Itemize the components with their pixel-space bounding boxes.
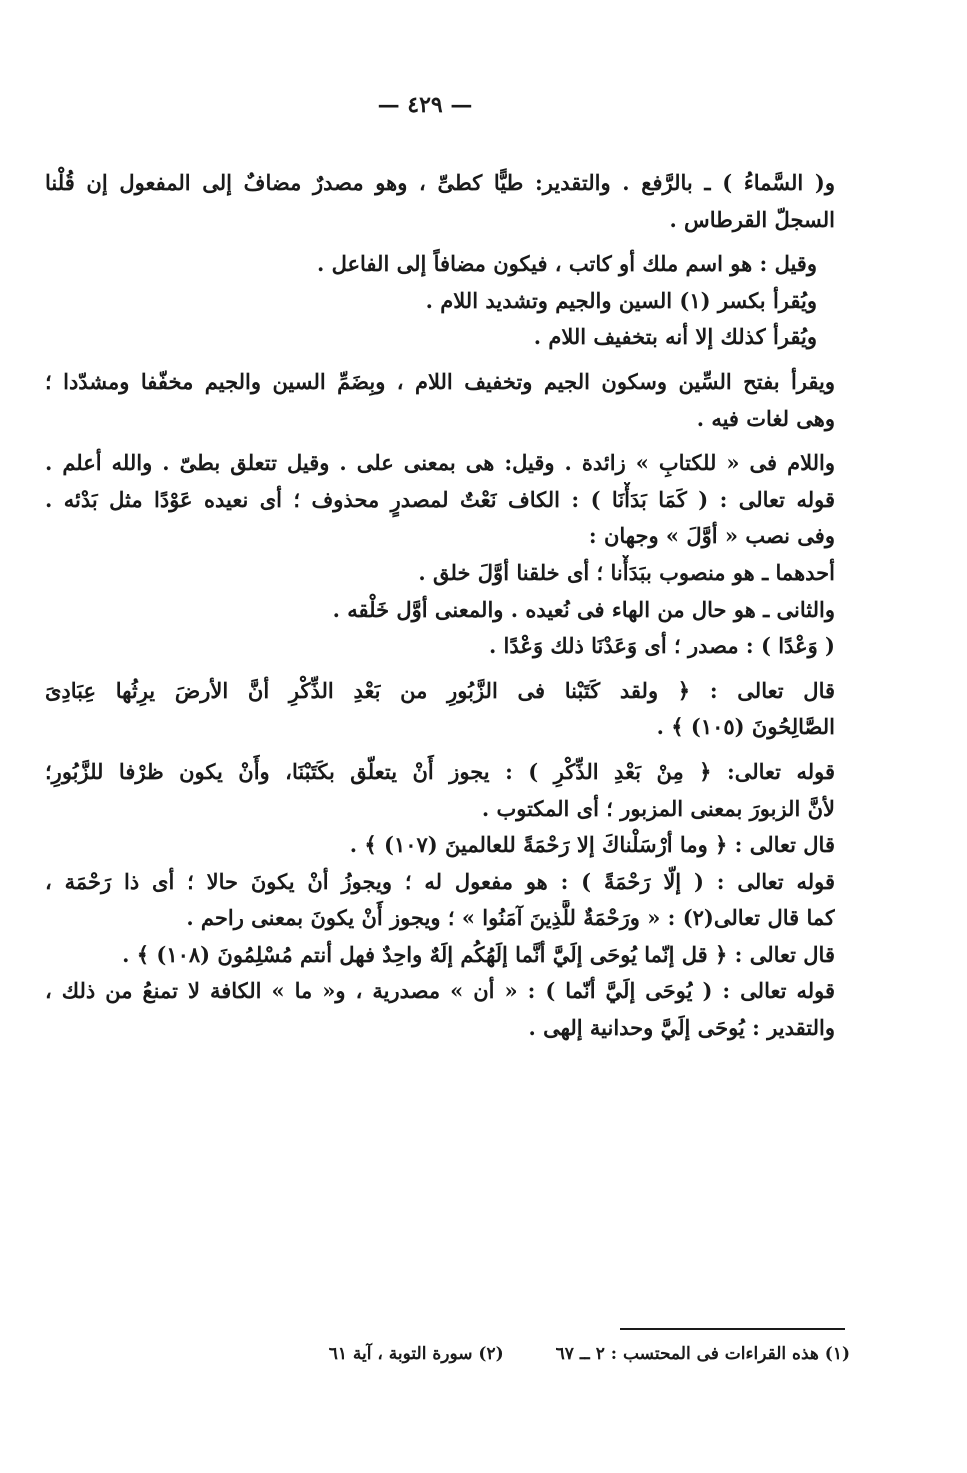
- text-line: واللام فى « للكتابِ » زائدة . وقيل: هى بمعنى على . وقيل تتعلق بطىّ . والله أعلم .: [45, 450, 835, 476]
- text-line: السجلّ القرطاس .: [669, 206, 835, 232]
- footnotes: [150, 1340, 850, 1368]
- footnote-1: (١) هذه القراءات فى المحتسب : ٢ ــ ٦٧: [555, 1344, 850, 1364]
- text-line: ( وَعْدًا ) : مصدر ؛ أى وَعَدْنَا ذلك وَعْدًا .: [488, 633, 835, 659]
- text-line: قوله تعالى : ( يُوحَى إلَيَّ أنّما ) : « أن » مصدرية ، و« ما » الكافة لا تمنعُ من ذلك ،: [45, 978, 835, 1004]
- text-line: ويُقرأ بكسر (١) السين والجيم وتشديد اللام .: [425, 287, 817, 313]
- text-line: ويقرأ بفتح السِّين وسكون الجيم وتخفيف اللام ، وبِضَمِّ السين والجيم مخفّفا ومشدّدا ؛: [45, 368, 835, 394]
- text-line: قوله تعالى : ( كَمَا بَدَأْنَا ) : الكاف نَعْتٌ لمصدرٍ محذوف ؛ أى نعيده عَوْدًا مثل بَدْئه .: [45, 486, 835, 512]
- text-line: الصَّالِحُونَ (١٠٥) ﴾ .: [656, 714, 835, 740]
- text-line: ويُقرأ كذلك إلا أنه بتخفيف اللام .: [533, 324, 817, 350]
- body-text: [45, 165, 835, 1047]
- text-line: قال تعالى : ﴿ قل إنّما يُوحَى إلَيَّ أنَّما إلَهُكُم إلَهٌ واحِدٌ فهل أنتم مُسْلِمُونَ (١٠٨) ﴾ .: [122, 941, 835, 967]
- text-line: و( السَّماءُ ) ـ بالرَّفع . والتقدير: طيًّا كطىِّ ، وهو مصدرٌ مضافٌ إلى المفعول إن قُلْنا: [45, 170, 835, 195]
- text-line: وفى نصب « أوَّلَ » وجهان :: [588, 523, 835, 549]
- footnote-divider: [620, 1328, 845, 1330]
- text-line: أحدهما ـ هو منصوب ببَدَأْنا ؛ أى خلقنا أوَّلَ خلق .: [418, 559, 835, 585]
- text-line: قوله تعالى: ﴿ مِنْ بَعْدِ الذِّكْرِ ) : يجوز أَنْ يتعلّق بكَتَبْنَا، وأَنْ يكون ظرْفا للزَّبُورِ؛: [45, 758, 835, 784]
- text-line: وهى لغات فيه .: [696, 405, 835, 431]
- text-line: قال تعالى : ﴿ وما أرْسَلْناكَ إلا رَحْمَةً للعالمينَ (١٠٧) ﴾ .: [349, 832, 835, 858]
- text-line: كما قال تعالى(٢) : « ورَحْمَةٌ للَّذِينَ آمَنُوا » ؛ ويجوز أَنْ يكونَ بمعنى راحم .: [186, 905, 835, 931]
- text-line: قال تعالى : ﴿ ولقد كَتَبْنا فى الزَّبُورِ من بَعْدِ الذِّكْرِ أنَّ الأرضَ يرِثُها عِبَادِىَ: [45, 677, 835, 703]
- footnote-2: (٢) سورة التوبة ، آية ٦١: [328, 1344, 504, 1364]
- text-line: لأنَّ الزبورَ بمعنى المزبور ؛ أى المكتوب .: [481, 795, 835, 821]
- text-line: والتقدير : يُوحَى إلَيَّ وحدانية إلهى .: [528, 1015, 835, 1041]
- page-number: — ٤٢٩ —: [377, 92, 473, 118]
- text-line: والثانى ـ هو حال من الهاء فى نُعيده . والمعنى أوَّل خَلْقه .: [332, 596, 835, 622]
- text-line: وقيل : هو اسم ملك أو كاتب ، فيكون مضافاً إلى الفاعل .: [316, 251, 817, 277]
- text-line: قوله تعالى : ( إلّا رَحْمَةً ) : هو مفعول له ؛ ويجوزُ أنْ يكونَ حالا ؛ أى ذا رَحْمَة ،: [45, 868, 835, 894]
